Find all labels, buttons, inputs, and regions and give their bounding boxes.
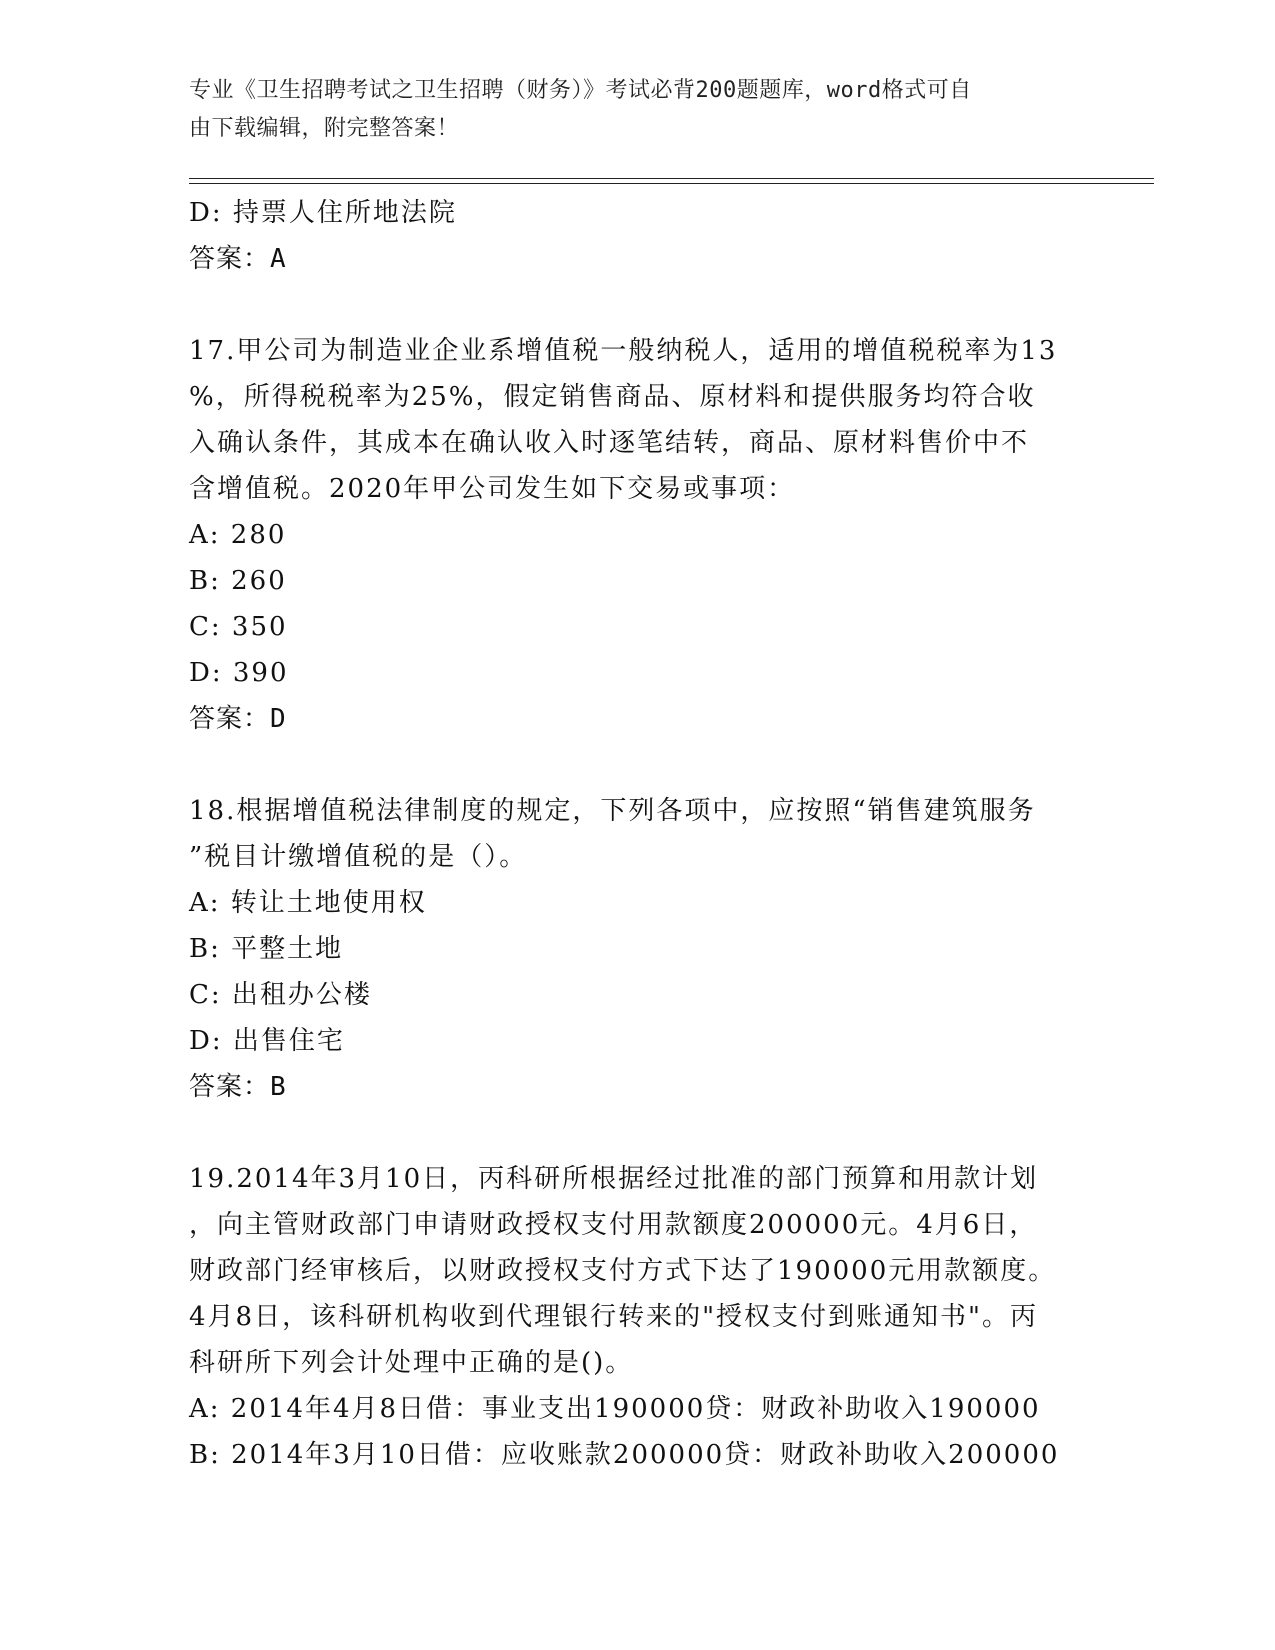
spacer [189, 1110, 1089, 1156]
question-18 [189, 788, 1089, 1110]
option-b: B: 2014年3月10日借：应收账款200000贷：财政补助收入200000 [189, 1440, 1060, 1470]
option-d: D: 持票人住所地法院 [189, 198, 457, 228]
question-text-line: ，向主管财政部门申请财政授权支付用款额度200000元。4月6日， [189, 1210, 1038, 1240]
question-text-line: 19.2014年3月10日，丙科研所根据经过批准的部门预算和用款计划 [189, 1164, 1039, 1194]
question-text-line: 18.根据增值税法律制度的规定，下列各项中，应按照“销售建筑服务 [189, 796, 1036, 826]
option-b: B: 260 [189, 566, 287, 596]
question-text-line: 入确认条件，其成本在确认收入时逐笔结转，商品、原材料售价中不 [189, 428, 1030, 458]
question-text-line: 含增值税。2020年甲公司发生如下交易或事项： [189, 474, 796, 504]
option-b: B: 平整土地 [189, 934, 344, 964]
option-a: A: 2014年4月8日借：事业支出190000贷：财政补助收入190000 [189, 1394, 1041, 1424]
question-text-line: 4月8日，该科研机构收到代理银行转来的"授权支付到账通知书"。丙 [189, 1302, 1039, 1332]
option-d: D: 出售住宅 [189, 1026, 345, 1056]
question-16-tail [189, 190, 1089, 282]
question-text-line: 科研所下列会计处理中正确的是()。 [189, 1348, 634, 1378]
option-c: C: 出租办公楼 [189, 980, 372, 1010]
question-text-line: ”税目计缴增值税的是（）。 [189, 842, 528, 872]
question-17 [189, 328, 1089, 742]
spacer [189, 742, 1089, 788]
header-line-2: 由下载编辑，附完整答案！ [189, 116, 460, 141]
option-a: A: 转让土地使用权 [189, 888, 427, 918]
question-text-line: 17.甲公司为制造业企业系增值税一般纳税人，适用的增值税税率为13 [189, 336, 1058, 366]
question-text-line: 财政部门经审核后，以财政授权支付方式下达了190000元用款额度。 [189, 1256, 1057, 1286]
spacer [189, 282, 1089, 328]
option-a: A: 280 [189, 520, 287, 550]
document-body [189, 190, 1089, 1478]
document-header [189, 72, 1089, 148]
answer-line: 答案：D [189, 704, 287, 734]
question-19 [189, 1156, 1089, 1478]
answer-line: 答案：B [189, 1072, 287, 1102]
header-line-1: 专业《卫生招聘考试之卫生招聘（财务）》考试必背200题题库，word格式可自 [189, 78, 972, 103]
question-text-line: %，所得税税率为25%，假定销售商品、原材料和提供服务均符合收 [189, 382, 1036, 412]
answer-line: 答案：A [189, 244, 287, 274]
option-d: D: 390 [189, 658, 289, 688]
header-divider [189, 178, 1154, 184]
option-c: C: 350 [189, 612, 288, 642]
